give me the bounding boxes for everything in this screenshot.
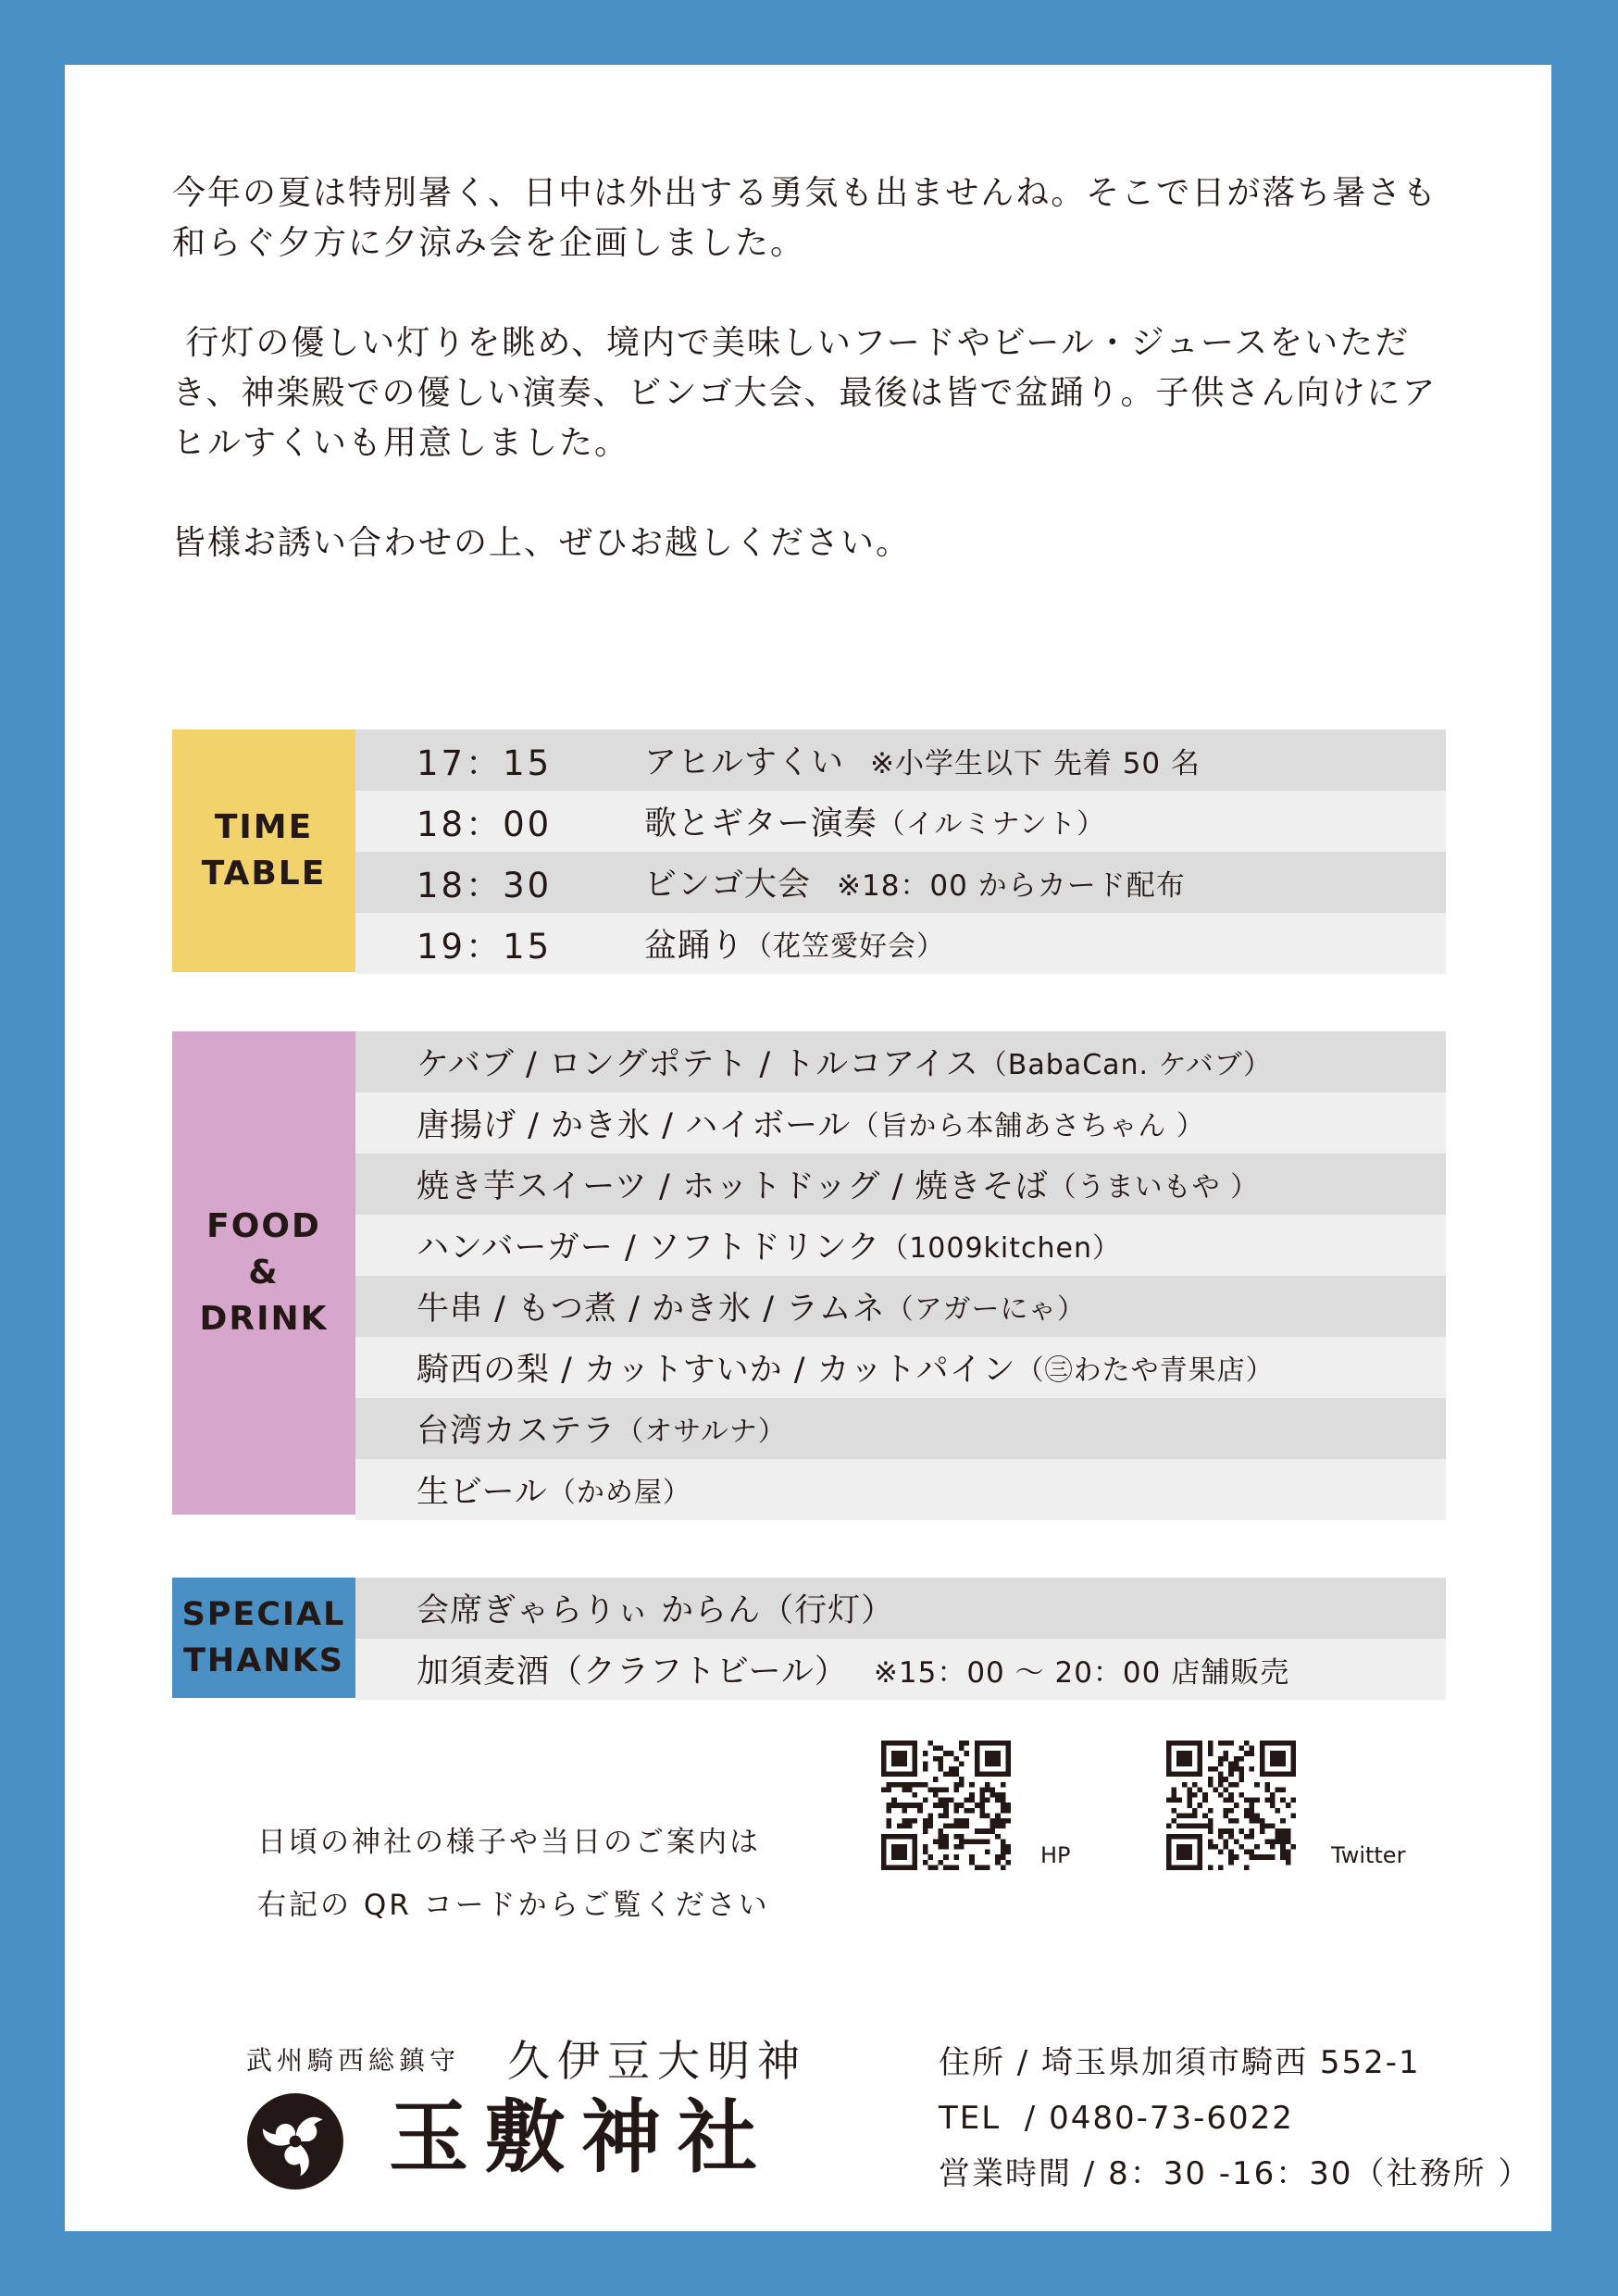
event-note: （花笠愛好会）	[744, 930, 946, 963]
food-items: 騎西の梨 / カットすいか / カットパイン	[417, 1352, 1016, 1389]
timetable-section	[172, 730, 1446, 972]
food-row	[355, 1276, 1446, 1337]
food-label-line-1: FOOD	[206, 1207, 321, 1245]
food-row	[355, 1459, 1446, 1520]
food-rows	[355, 1031, 1446, 1520]
thanks-text: 会席ぎゃらりぃ からん（行灯）	[417, 1592, 895, 1629]
food-row	[355, 1337, 1446, 1398]
twitter-qr-caption: Twitter	[1331, 1842, 1406, 1868]
food-vendor: （かめ屋）	[547, 1477, 691, 1509]
hp-qr-caption: HP	[1040, 1842, 1071, 1868]
shrine-alt-name: 久伊豆大明神	[507, 2036, 807, 2086]
qr-code-icon	[1166, 1741, 1296, 1870]
intro-paragraph-1: 今年の夏は特別暑く、日中は外出する勇気も出ませんね。そこで日が落ち暑さも和らぐ夕方に夕涼み会を企画しました。	[172, 174, 1438, 262]
address-line: 住所 / 埼玉県加須市騎西 552-1	[939, 2044, 1421, 2081]
qr-code-icon	[881, 1741, 1011, 1870]
special-thanks-label	[172, 1578, 355, 1698]
mitsudomoe-crest-icon	[246, 2092, 344, 2190]
food-row	[355, 1215, 1446, 1276]
contact-info	[939, 2035, 1531, 2202]
intro-paragraph-3: 皆様お誘い合わせの上、ぜひお越しください。	[172, 524, 912, 562]
food-vendor: （アガーにゃ）	[885, 1293, 1086, 1326]
flyer-sheet	[65, 65, 1551, 2231]
hp-qr-code[interactable]	[881, 1741, 1011, 1870]
food-row	[355, 1031, 1446, 1092]
qr-line-2: 右記の QR コードからご覧ください	[257, 1889, 770, 1922]
shrine-subtitle: 武州騎西総鎮守	[246, 2045, 461, 2076]
time-cell: 18：30	[417, 866, 553, 905]
time-cell: 19：15	[417, 927, 553, 967]
event-cell: アヒルすくい	[644, 744, 845, 781]
time-cell: 18：00	[417, 805, 553, 844]
timetable-rows	[355, 730, 1446, 974]
event-cell: ビンゴ大会	[644, 867, 812, 904]
tel-line: TEL / 0480-73-6022	[939, 2100, 1294, 2137]
event-note: （イルミナント）	[877, 808, 1106, 841]
event-note: ※18：00 からカード配布	[837, 868, 1186, 903]
food-vendor: （うまいもや ）	[1048, 1171, 1260, 1204]
timetable-label-line-2: TABLE	[201, 855, 327, 892]
food-row	[355, 1154, 1446, 1215]
thanks-rows	[355, 1578, 1446, 1700]
timetable-row	[355, 730, 1446, 791]
food-vendor: （BabaCan. ケバブ）	[978, 1049, 1273, 1081]
thanks-row	[355, 1639, 1446, 1700]
intro-text	[172, 168, 1450, 618]
food-vendor: （オサルナ）	[616, 1416, 787, 1448]
event-cell: 歌とギター演奏	[644, 805, 877, 842]
qr-instructions	[257, 1811, 770, 1937]
food-items: ハンバーガー / ソフトドリンク	[417, 1229, 881, 1267]
food-row	[355, 1092, 1446, 1154]
food-items: ケバブ / ロングポテト / トルコアイス	[417, 1046, 979, 1083]
timetable-label	[172, 730, 355, 972]
food-row	[355, 1398, 1446, 1459]
special-thanks-section	[172, 1578, 1446, 1698]
food-items: 焼き芋スイーツ / ホットドッグ / 焼きそば	[417, 1168, 1049, 1205]
food-drink-section	[172, 1031, 1446, 1515]
twitter-qr-code[interactable]	[1166, 1741, 1296, 1870]
qr-line-1: 日頃の神社の様子や当日のご案内は	[257, 1826, 761, 1859]
hours-line: 営業時間 / 8：30 -16：30（社務所 ）	[939, 2155, 1532, 2192]
thanks-label-line-2: THANKS	[183, 1642, 344, 1679]
food-drink-label	[172, 1031, 355, 1515]
food-items: 唐揚げ / かき氷 / ハイボール	[417, 1107, 852, 1144]
food-vendor: （1009kitchen）	[880, 1232, 1121, 1265]
timetable-row	[355, 791, 1446, 852]
food-label-line-3: DRINK	[199, 1300, 329, 1338]
thanks-note: ※15：00 ～ 20：00 店舗販売	[873, 1655, 1290, 1690]
thanks-row	[355, 1578, 1446, 1639]
timetable-row	[355, 913, 1446, 974]
food-items: 生ビール	[417, 1474, 548, 1511]
thanks-label-line-1: SPECIAL	[181, 1596, 346, 1633]
timetable-label-line-1: TIME	[214, 808, 314, 846]
time-cell: 17：15	[417, 743, 553, 783]
intro-paragraph-2: 行灯の優しい灯りを眺め、境内で美味しいフードやビール・ジュースをいただき、神楽殿での優しい演奏、ビンゴ大会、最後は皆で盆踊り。子供さん向けにアヒルすくいも用意しました。	[172, 324, 1438, 462]
event-cell: 盆踊り	[644, 928, 745, 965]
shrine-name: 玉敷神社	[389, 2090, 774, 2184]
event-note: ※小学生以下 先着 50 名	[870, 746, 1201, 780]
food-items: 牛串 / もつ煮 / かき氷 / ラムネ	[417, 1291, 886, 1328]
food-vendor: （㊂わたや青果店）	[1015, 1354, 1275, 1387]
timetable-row	[355, 852, 1446, 913]
food-items: 台湾カステラ	[417, 1413, 616, 1450]
food-label-line-2: &	[248, 1254, 280, 1292]
thanks-text: 加須麦酒（クラフトビール）	[417, 1653, 848, 1691]
food-vendor: （旨から本舗あさちゃん ）	[851, 1110, 1205, 1142]
